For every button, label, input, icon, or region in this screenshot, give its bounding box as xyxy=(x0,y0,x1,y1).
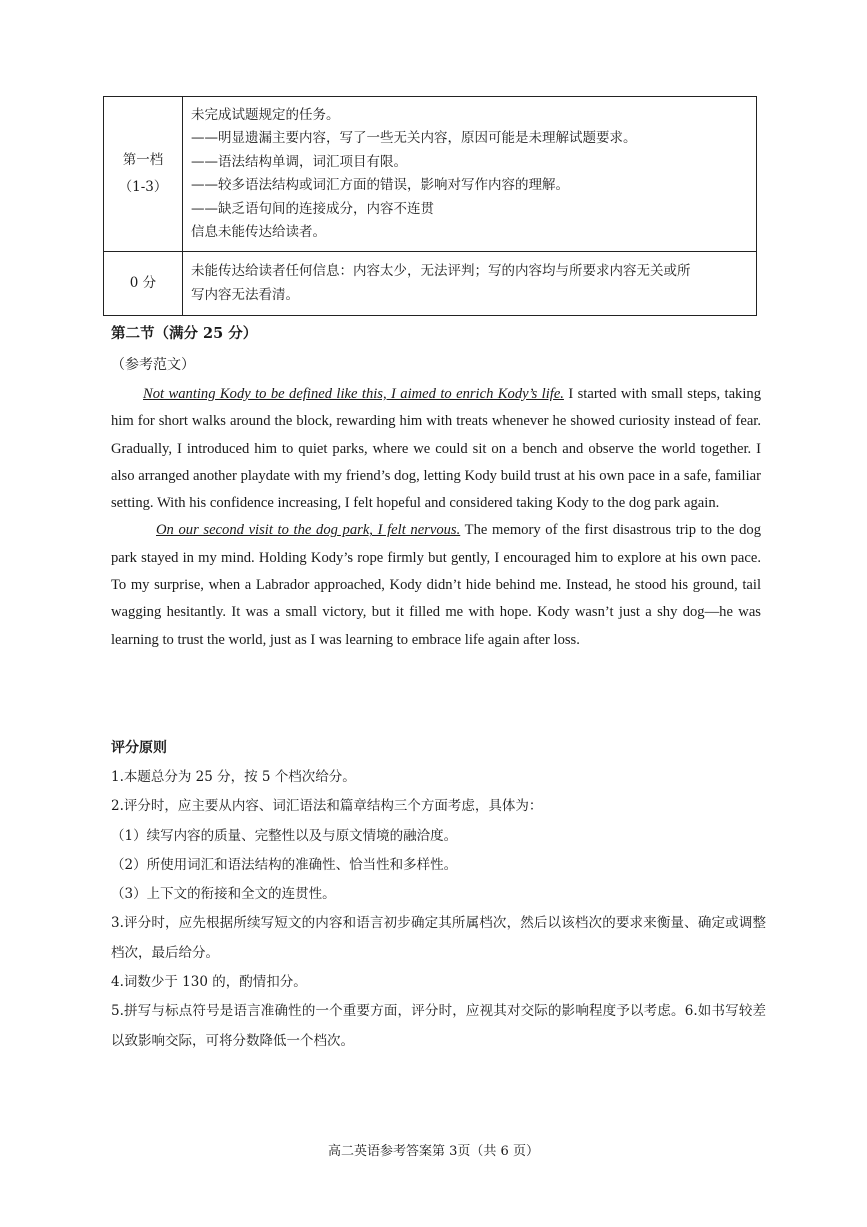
grade-level-range: （1-3） xyxy=(118,179,168,195)
rule-item: 5.拼写与标点符号是语言准确性的一个重要方面，评分时，应视其对交际的影响程度予以考虑。6.如书写较差以致影响交际，可将分数降低一个档次。 xyxy=(111,1003,766,1049)
rule-item: 2.评分时，应主要从内容、词汇语法和篇章结构三个方面考虑，具体为： xyxy=(111,798,543,815)
grade-description-line: 写内容无法看清。 xyxy=(191,286,299,303)
essay-paragraph xyxy=(111,517,761,653)
rule-item: （1）续写内容的质量、完整性以及与原文情境的融洽度。 xyxy=(111,827,458,844)
grade-level-name: 0 分 xyxy=(129,275,157,291)
paragraph-opening-sentence: On our second visit to the dog park, I felt nervous. xyxy=(156,522,461,539)
paragraph-opening-sentence: Not wanting Kody to be defined like this, I aimed to enrich Kody’s life. xyxy=(143,386,564,402)
grade-description-line: ——缺乏语句间的连接成分，内容不连贯 xyxy=(191,200,434,217)
scoring-principles-title: 评分原则 xyxy=(111,740,167,756)
grade-description-cell xyxy=(183,252,757,316)
essay-paragraph xyxy=(111,381,761,517)
grade-description-line: ——明显遗漏主要内容，写了一些无关内容，原因可能是未理解试题要求。 xyxy=(191,130,637,146)
grade-level-cell xyxy=(104,97,183,252)
grade-row-zero xyxy=(104,252,757,316)
rule-item: 1.本题总分为 25 分，按 5 个档次给分。 xyxy=(111,769,356,785)
grade-description-line: ——较多语法结构或词汇方面的错误，影响对写作内容的理解。 xyxy=(191,177,569,193)
grade-level-cell xyxy=(104,252,183,316)
page-footer: 高二英语参考答案第 3页（共 6 页） xyxy=(328,1144,539,1159)
paragraph-body: I started with small steps, taking him for short walks around the block, rewarding him with treats whenever he showed curiosity instead of fear. Gradually, I introduced him to quiet parks, where we could sit on a bench and observe the world together. I also arranged another playdate with my friend’s dog, letting Kody build trust at his own pace in a safe, familiar setting. With his confidence increasing, I felt hopeful and considered taking Kody to the dog park again. xyxy=(111,386,762,512)
section-title: 第二节（满分 25 分） xyxy=(111,325,258,342)
scoring-principles-list xyxy=(111,763,766,1056)
grade-level-name: 第一档 xyxy=(122,152,164,168)
grade-row-level-1 xyxy=(104,97,757,252)
sample-essay-label: （参考范文） xyxy=(111,357,195,373)
sample-essay xyxy=(111,381,761,654)
grade-description-line: 未完成试题规定的任务。 xyxy=(191,106,340,123)
rule-item: （3）上下文的衔接和全文的连贯性。 xyxy=(111,886,336,903)
grade-description-line: ——语法结构单调，词汇项目有限。 xyxy=(191,153,407,170)
rule-item: 3.评分时，应先根据所续写短文的内容和语言初步确定其所属档次，然后以该档次的要求来衡量、确定或调整档次，最后给分。 xyxy=(111,915,766,961)
grading-table xyxy=(103,96,757,316)
grade-description-line: 信息未能传达给读者。 xyxy=(191,224,326,240)
rule-item: （2）所使用词汇和语法结构的准确性、恰当性和多样性。 xyxy=(111,856,458,873)
rule-item: 4.词数少于 130 的，酌情扣分。 xyxy=(111,974,307,991)
grade-description-cell xyxy=(183,97,757,252)
grade-description-line: 未能传达给读者任何信息：内容太少，无法评判；写的内容均与所要求内容无关或所 xyxy=(191,263,691,279)
paragraph-body: The memory of the first disastrous trip to the dog park stayed in my mind. Holding Kody’s rope firmly but gently, I encouraged him to explore at his own pace. To my surprise, when a Labrador approached, Kody didn’t hide behind me. Instead, he stood his ground, tail wagging hesitantly. It was a small victory, but it filled me with hope. Kody wasn’t just a shy dog—he was learning to trust the world, just as I was learning to embrace life again after loss. xyxy=(111,522,762,648)
